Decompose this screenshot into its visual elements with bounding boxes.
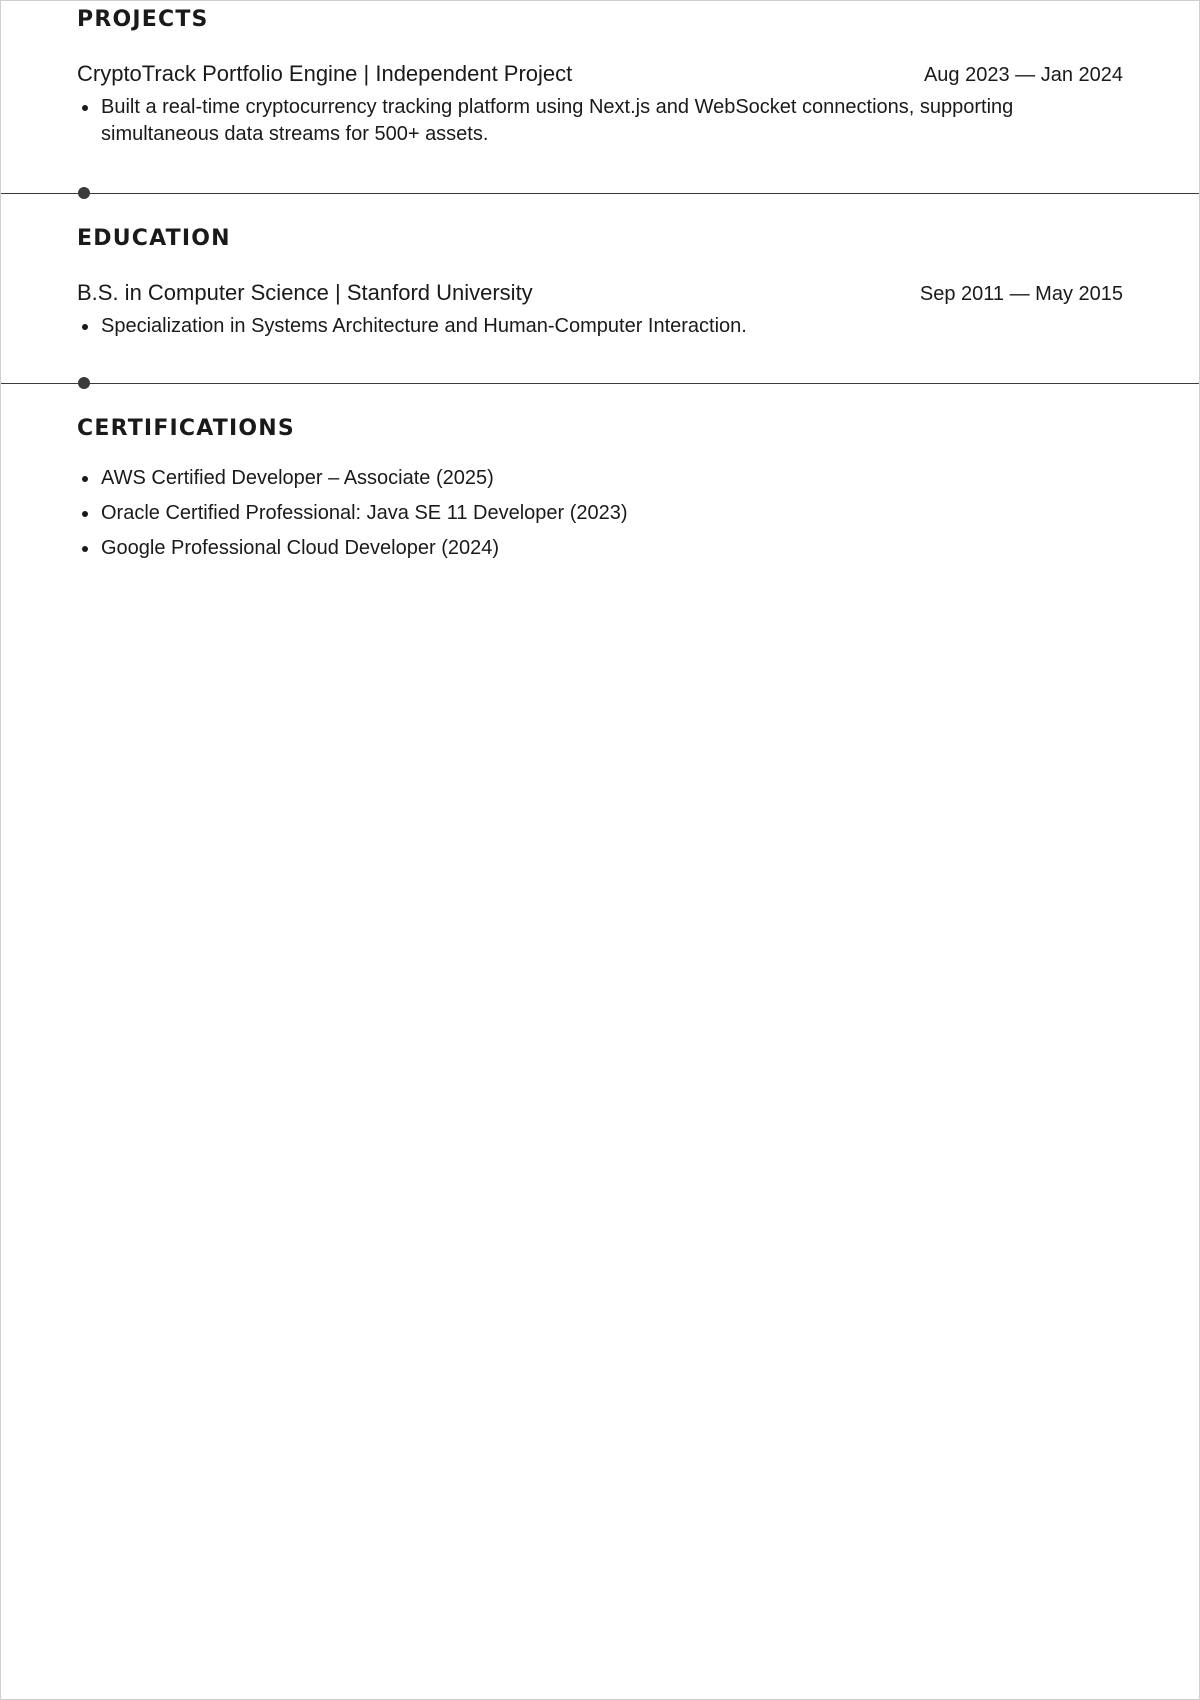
- education-section: [1, 225, 1199, 340]
- certifications-section: [1, 415, 1199, 570]
- entry-dates: Sep 2011 — May 2015: [919, 283, 1123, 305]
- entry-header: [77, 279, 1123, 308]
- entry-header: [77, 60, 1123, 89]
- bullet-list: [77, 94, 1123, 148]
- section-title-certifications: CERTIFICATIONS: [77, 416, 295, 441]
- bullet-item: Built a real-time cryptocurrency tracking platform using Next.js and WebSocket connections, supporting simultaneous data streams for 500+ assets.: [101, 94, 1123, 148]
- education-entry: [77, 279, 1123, 340]
- section-divider: [1, 193, 1199, 194]
- entry-title: CryptoTrack Portfolio Engine | Independent Project: [77, 61, 573, 86]
- entry-title: B.S. in Computer Science | Stanford University: [77, 280, 533, 305]
- bullet-item: Specialization in Systems Architecture and Human-Computer Interaction.: [101, 313, 1123, 340]
- certification-item: Google Professional Cloud Developer (2024): [101, 535, 1123, 562]
- entry-dates: Aug 2023 — Jan 2024: [923, 64, 1123, 86]
- section-divider: [1, 383, 1199, 384]
- certification-item: Oracle Certified Professional: Java SE 11 Developer (2023): [101, 500, 1123, 527]
- certification-list: [77, 465, 1123, 562]
- projects-section: [1, 6, 1199, 148]
- bullet-list: [77, 313, 1123, 340]
- divider-dot-icon: [78, 377, 90, 389]
- section-title-projects: PROJECTS: [77, 7, 209, 32]
- divider-dot-icon: [78, 187, 90, 199]
- certification-item: AWS Certified Developer – Associate (2025): [101, 465, 1123, 492]
- section-title-education: EDUCATION: [77, 226, 231, 251]
- project-entry: [77, 60, 1123, 148]
